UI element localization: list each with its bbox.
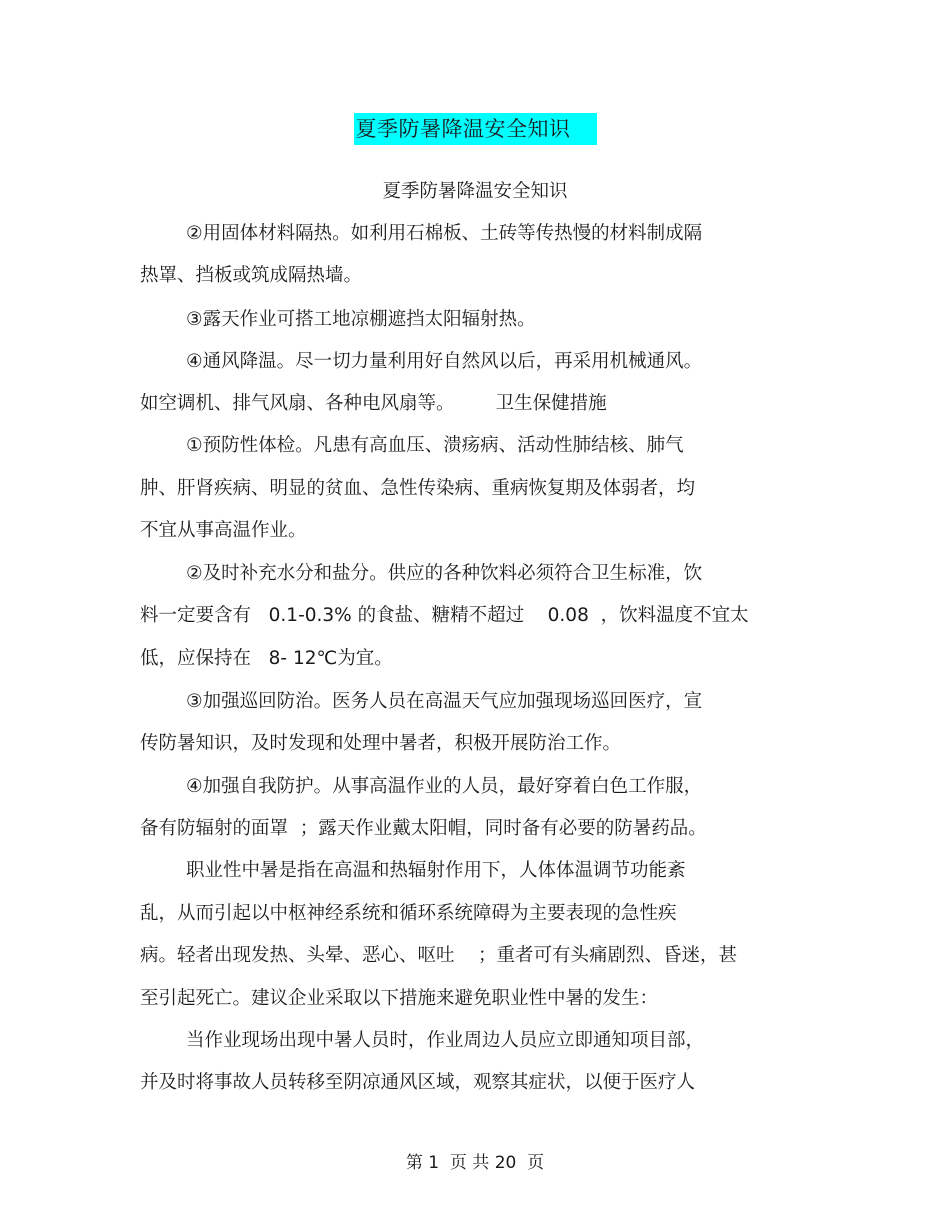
document-title: 夏季防暑降温安全知识 — [354, 113, 597, 145]
body-line: ①预防性体检。凡患有高血压、溃疡病、活动性肺结核、肺气 — [186, 435, 684, 456]
body-line: 病。轻者出现发热、头晕、恶心、呕吐 ；重者可有头痛剧烈、昏迷，甚 — [140, 945, 738, 966]
body-line: ③加强巡回防治。医务人员在高温天气应加强现场巡回医疗，宣 — [186, 691, 703, 712]
body-line: 乱，从而引起以中枢神经系统和循环系统障碍为主要表现的急性疾 — [140, 903, 677, 924]
body-line: 低，应保持在 8- 12℃为宜。 — [140, 648, 393, 669]
body-line: 备有防辐射的面罩 ；露天作业戴太阳帽，同时备有必要的防暑药品。 — [140, 818, 707, 839]
title-container — [0, 113, 950, 145]
page-number: 第 1 页 共 20 页 — [405, 1153, 545, 1173]
body-line: 传防暑知识，及时发现和处理中暑者，积极开展防治工作。 — [140, 733, 622, 754]
body-line: 并及时将事故人员转移至阴凉通风区域，观察其症状，以便于医疗人 — [140, 1072, 696, 1093]
body-line: 至引起死亡。建议企业采取以下措施来避免职业性中暑的发生： — [140, 988, 659, 1009]
body-line: ④加强自我防护。从事高温作业的人员，最好穿着白色工作服， — [186, 776, 703, 797]
body-line: 热罩、挡板或筑成隔热墙。 — [140, 265, 363, 286]
body-line: 如空调机、排气风扇、各种电风扇等。 卫生保健措施 — [140, 393, 607, 414]
body-line: ③露天作业可搭工地凉棚遮挡太阳辐射热。 — [186, 309, 536, 330]
body-line: ④通风降温。尽一切力量利用好自然风以后，再采用机械通风。 — [186, 351, 703, 372]
body-line: 肿、肝肾疾病、明显的贫血、急性传染病、重病恢复期及体弱者，均 — [140, 478, 696, 499]
document-subtitle: 夏季防暑降温安全知识 — [382, 181, 568, 202]
body-line: 职业性中暑是指在高温和热辐射作用下，人体体温调节功能紊 — [186, 860, 686, 881]
body-line: 料一定要含有 0.1-0.3% 的食盐、糖精不超过 0.08 ，饮料温度不宜太 — [140, 605, 749, 626]
body-line: ②及时补充水分和盐分。供应的各种饮料必须符合卫生标准，饮 — [186, 563, 703, 584]
body-line: 当作业现场出现中暑人员时，作业周边人员应立即通知项目部， — [186, 1030, 705, 1051]
body-line: ②用固体材料隔热。如利用石棉板、土砖等传热慢的材料制成隔 — [186, 223, 703, 244]
body-line: 不宜从事高温作业。 — [140, 520, 307, 541]
